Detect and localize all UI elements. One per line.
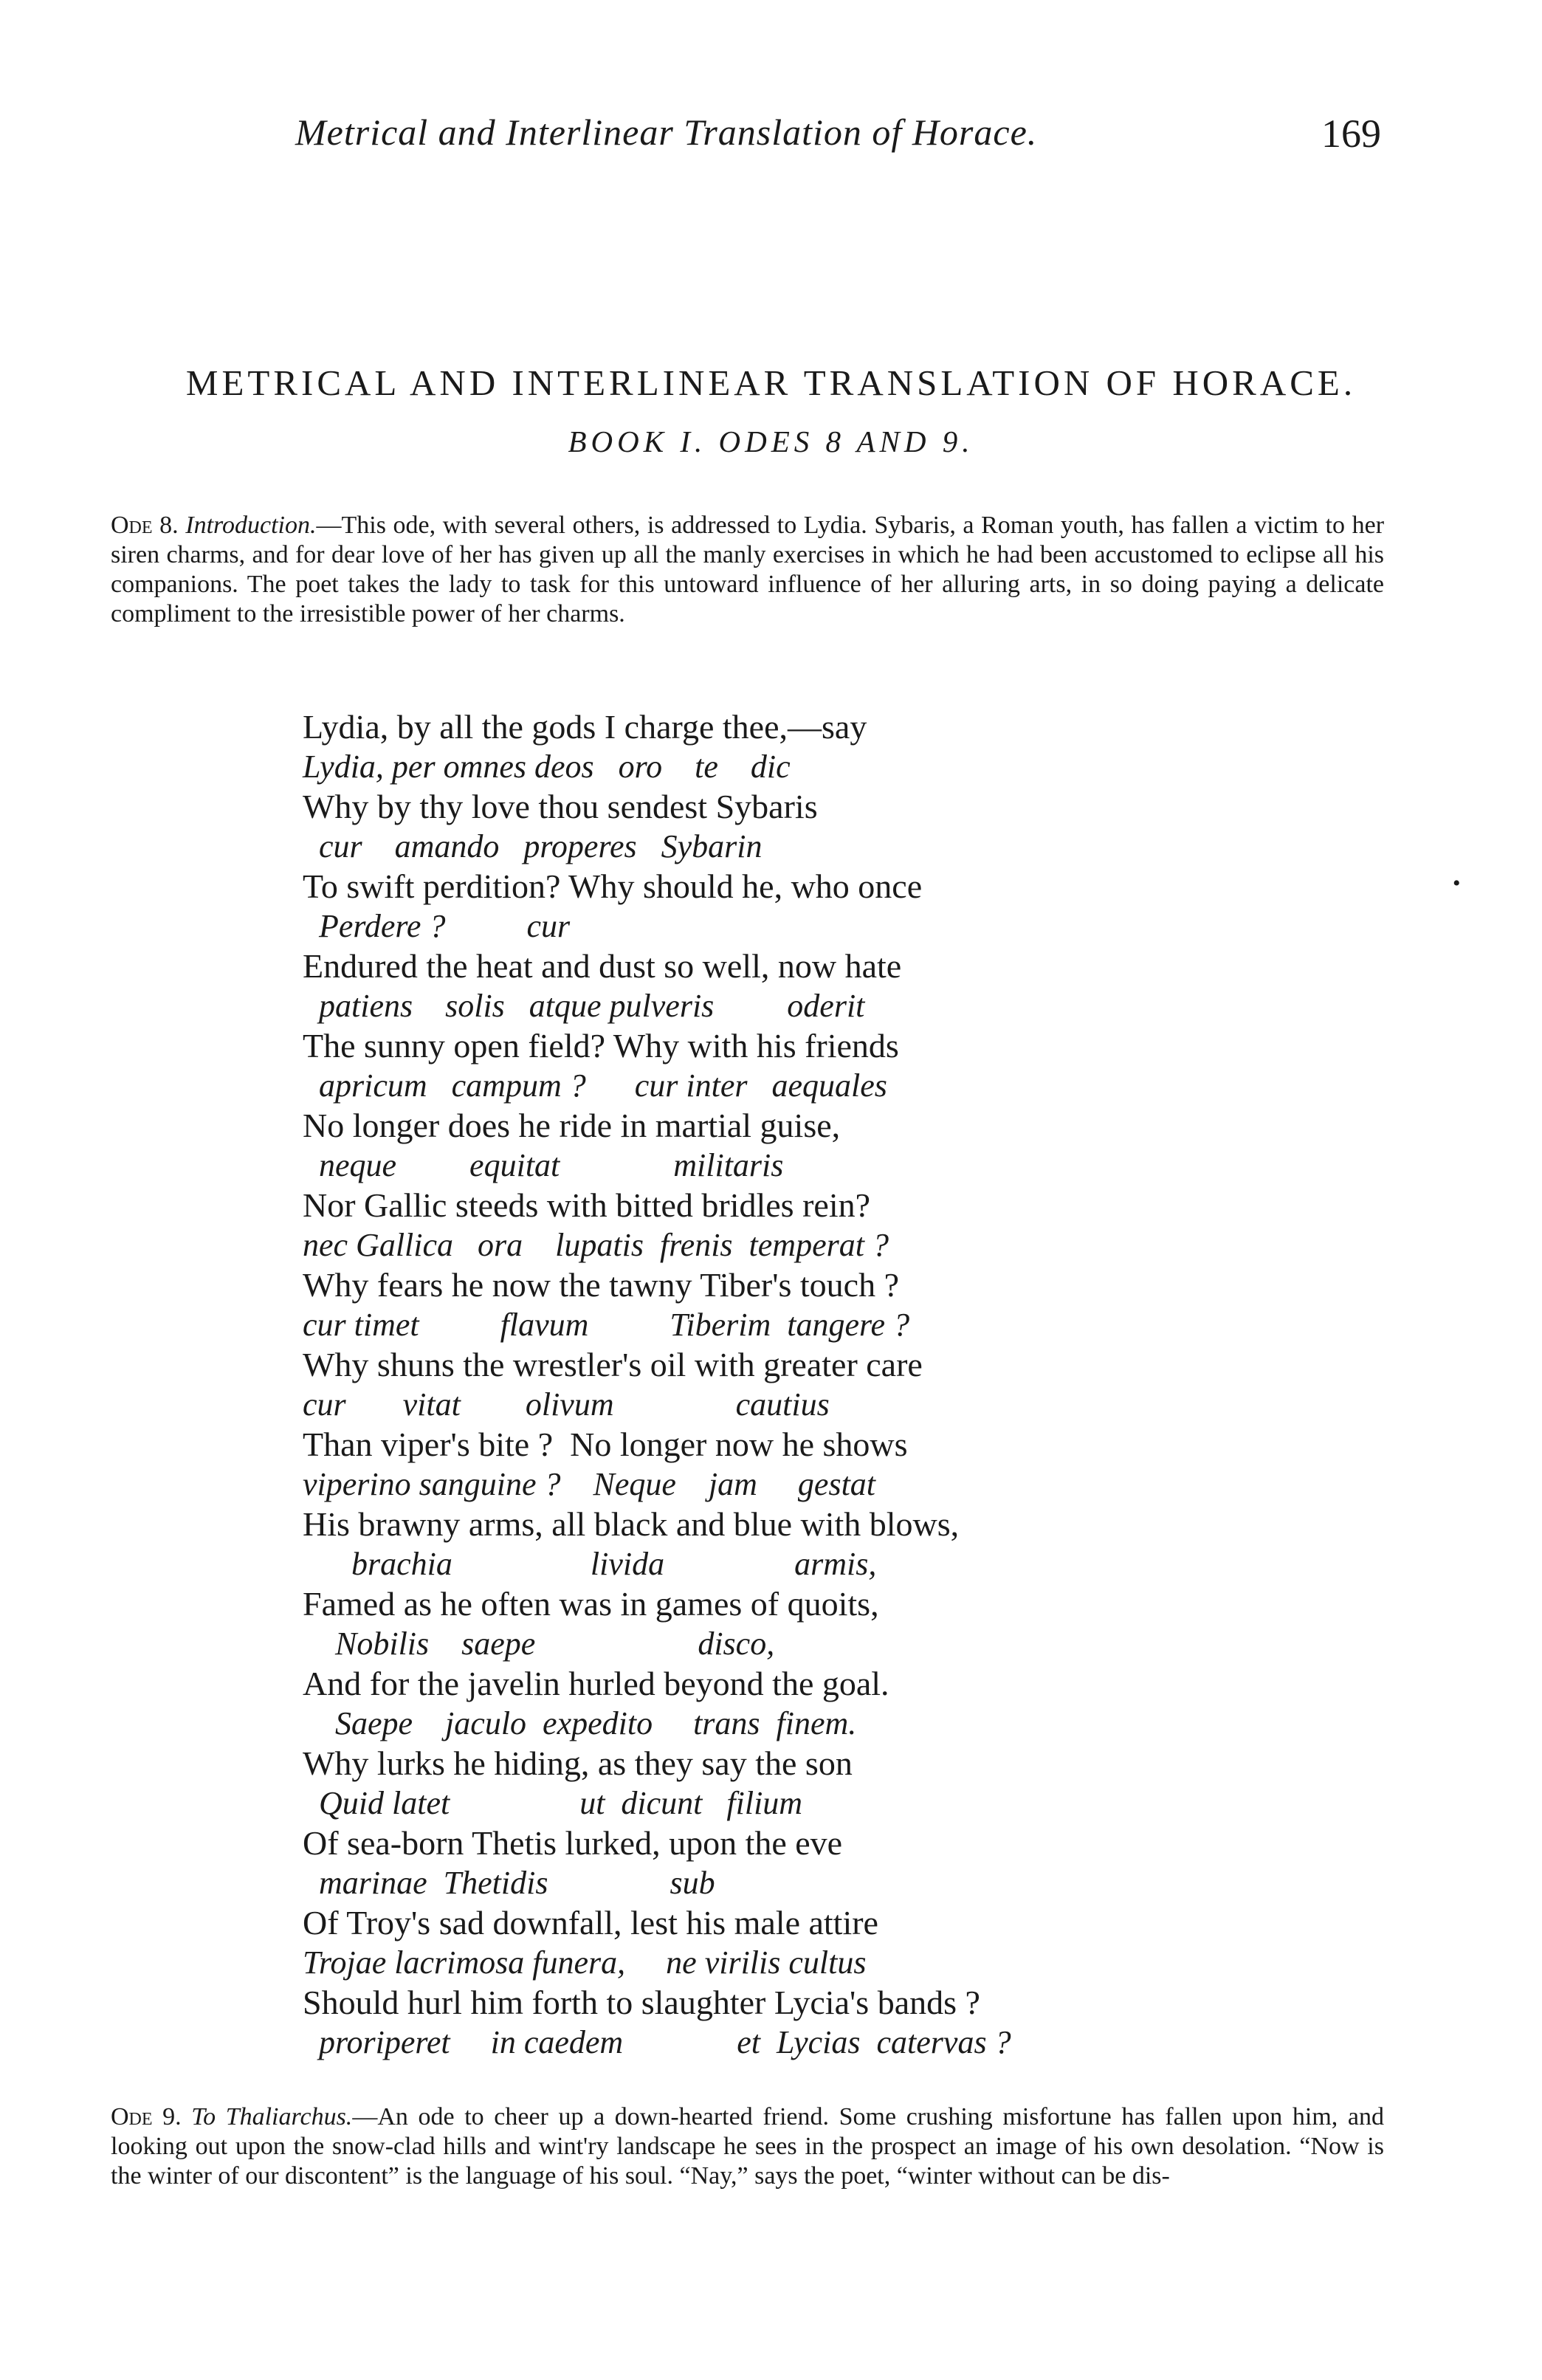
english-line: Of Troy's sad downfall, lest his male attire: [303, 1904, 878, 1942]
latin-line: patiens solis atque pulveris oderit: [303, 988, 865, 1024]
english-line: Nor Gallic steeds with bitted bridles rein?: [303, 1186, 871, 1224]
latin-line: proriperet in caedem et Lycias catervas ?: [303, 2024, 1011, 2060]
english-line: Than viper's bite ? No longer now he shows: [303, 1425, 908, 1463]
english-line: And for the javelin hurled beyond the goal.: [303, 1665, 889, 1702]
latin-line: cur timet flavum Tiberim tangere ?: [303, 1307, 910, 1343]
page-number: 169: [1321, 111, 1381, 156]
english-line: Why lurks he hiding, as they say the son: [303, 1744, 853, 1782]
english-line: His brawny arms, all black and blue with blows,: [303, 1505, 960, 1543]
ode-9-introduction: [111, 2102, 1384, 2191]
running-head: Metrical and Interlinear Translation of Horace.: [295, 111, 1038, 153]
latin-line: apricum campum ? cur inter aequales: [303, 1067, 887, 1104]
english-line: Why by thy love thou sendest Sybaris: [303, 788, 818, 825]
english-line: Why fears he now the tawny Tiber's touch ?: [303, 1266, 900, 1304]
latin-line: Quid latet ut dicunt filium: [303, 1785, 803, 1821]
english-line: Should hurl him forth to slaughter Lycia's bands ?: [303, 1984, 980, 2021]
latin-line: nec Gallica ora lupatis frenis temperat ?: [303, 1227, 889, 1263]
latin-line: Trojae lacrimosa funera, ne virilis cultus: [303, 1944, 867, 1981]
english-line: Endured the heat and dust so well, now hate: [303, 947, 902, 985]
english-line: The sunny open field? Why with his friends: [303, 1027, 899, 1065]
ode-9-intro-text: —An ode to cheer up a down-hearted friend. Some crushing misfortune has fallen upon him, and looking out upon the snow-clad hills and wint'ry landscape he sees in the prospect an image of his own desolation. “Now is the winter of our discontent” is the language of his soul. “Nay,” says the poet, “winter without can be dis-: [111, 2103, 1385, 2190]
ode-9-label: Ode 9.: [111, 2103, 182, 2130]
latin-line: viperino sanguine ? Neque jam gestat: [303, 1466, 876, 1502]
stray-mark: •: [1453, 871, 1461, 895]
latin-line: Perdere ? cur: [303, 908, 571, 944]
english-line: Of sea-born Thetis lurked, upon the eve: [303, 1824, 843, 1862]
ode-8-intro-text: —This ode, with several others, is addressed to Lydia. Sybaris, a Roman youth, has fallen a victim to her siren charms, and for dear love of her has given up all the manly exercises in which he had been accustomed to eclipse all his companions. The poet takes the lady to task for this untoward influence of her alluring arts, in so doing paying a delicate compliment to the irresistible power of her charms.: [111, 512, 1385, 627]
english-line: Lydia, by all the gods I charge thee,—say: [303, 708, 867, 746]
ode-8-heading: Introduction.: [185, 512, 317, 539]
latin-line: Saepe jaculo expedito trans finem.: [303, 1705, 857, 1741]
latin-line: neque equitat militaris: [303, 1147, 784, 1183]
english-line: Famed as he often was in games of quoits,: [303, 1585, 879, 1623]
latin-line: brachia livida armis,: [303, 1546, 877, 1582]
latin-line: Nobilis saepe disco,: [303, 1626, 775, 1662]
latin-line: marinae Thetidis sub: [303, 1865, 715, 1901]
interlinear-poem: [303, 707, 1380, 2063]
page-subtitle: BOOK I. ODES 8 AND 9.: [568, 424, 974, 458]
latin-line: cur vitat olivum cautius: [303, 1386, 830, 1423]
ode-8-label: Ode 8.: [111, 512, 179, 539]
ode-8-introduction: [111, 511, 1384, 629]
latin-line: Lydia, per omnes deos oro te dic: [303, 749, 791, 785]
page-title: METRICAL AND INTERLINEAR TRANSLATION OF HORACE.: [185, 362, 1357, 403]
english-line: No longer does he ride in martial guise,: [303, 1107, 841, 1144]
english-line: Why shuns the wrestler's oil with greater care: [303, 1346, 923, 1383]
latin-line: cur amando properes Sybarin: [303, 828, 763, 864]
ode-9-heading: To Thaliarchus.: [191, 2103, 353, 2130]
english-line: To swift perdition? Why should he, who once: [303, 867, 923, 905]
